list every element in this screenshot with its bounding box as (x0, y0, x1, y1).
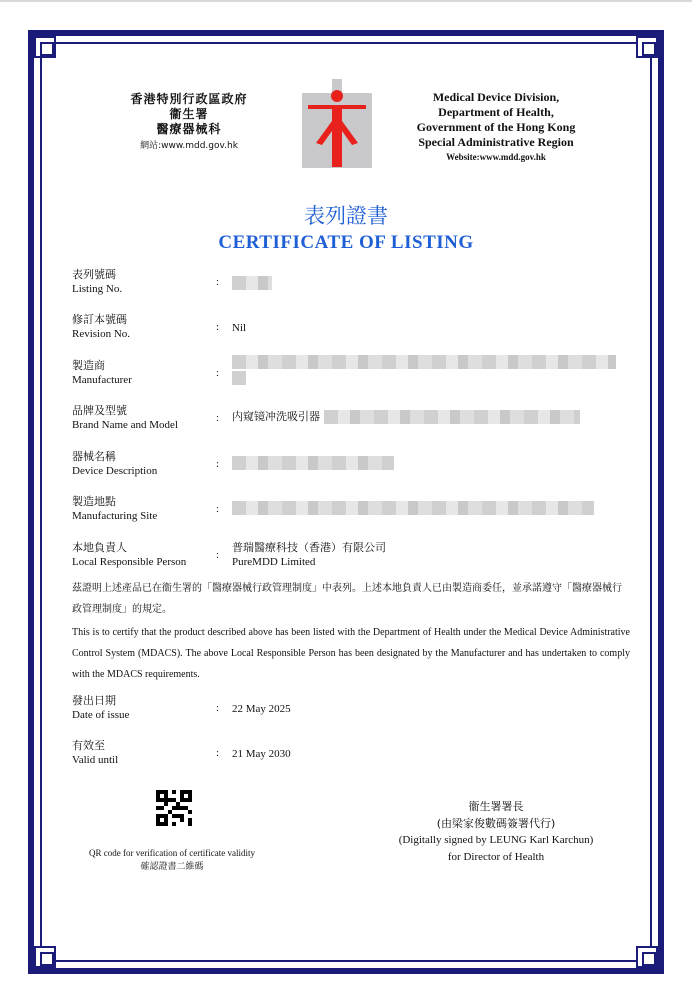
colon: : (216, 549, 220, 561)
qr-caption (72, 846, 272, 874)
manufacturer-value-redacted (232, 355, 616, 385)
redaction-block (324, 410, 580, 424)
header-cn-department: 衞生署 (169, 107, 209, 121)
certificate-title-chinese: 表列證書 (304, 204, 388, 228)
statement-english: This is to certify that the product described above has been listed with the Department of Health under the Medical Device Administrative Control System (MDACS). The above Local Responsible Person has been designated by the Manufacturer and has undertaken to comply with the MDACS requirements. (72, 627, 630, 680)
verification-qr-code[interactable] (156, 790, 192, 826)
field-manufacturer (72, 359, 632, 395)
signatory-title-en: for Director of Health (447, 851, 545, 863)
corner-ornament-top-right (636, 36, 658, 58)
date-of-issue-label-en: Date of issue (72, 709, 130, 721)
header-en-government: Government of the Hong Kong (416, 120, 576, 134)
colon: : (216, 321, 220, 333)
field-valid-until (72, 739, 632, 771)
lrp-label-cn: 本地負責人 (72, 541, 127, 554)
device-description-value-redacted (232, 456, 394, 470)
date-of-issue-value: 22 May 2025 (232, 703, 291, 715)
qr-caption-cn: 確認證書二維碼 (140, 862, 204, 872)
header-en-division: Medical Device Division, (432, 90, 560, 104)
certificate-title-english-text: CERTIFICATE OF LISTING (218, 232, 474, 253)
revision-no-label-cn: 修訂本號碼 (72, 313, 127, 326)
lrp-value (232, 541, 386, 569)
header-cn-government: 香港特別行政區政府 (130, 92, 248, 106)
colon: : (216, 503, 220, 515)
field-local-responsible-person (72, 541, 632, 573)
device-description-label-cn: 器械名稱 (72, 450, 116, 463)
field-revision-no (72, 313, 632, 345)
revision-no-value: Nil (232, 322, 247, 334)
redaction-block (232, 355, 616, 369)
header-chinese (104, 92, 274, 154)
redaction-block (232, 371, 246, 385)
signature-block (380, 798, 612, 866)
corner-ornament-bottom-left (34, 946, 56, 968)
corner-ornament-top-left (34, 36, 56, 58)
valid-until-value: 21 May 2030 (232, 748, 291, 760)
redaction-block (232, 276, 272, 290)
manufacturer-label-en: Manufacturer (72, 374, 132, 386)
redaction-block (232, 501, 594, 515)
date-of-issue-label-cn: 發出日期 (72, 694, 116, 707)
manufacturing-site-value-redacted (232, 501, 594, 515)
redaction-block (232, 456, 394, 470)
department-of-health-logo (302, 79, 372, 168)
lrp-name-cn: 普瑞醫療科技（香港）有限公司 (232, 541, 386, 554)
header-cn-website: 網站:www.mdd.gov.hk (140, 141, 238, 151)
field-brand-model (72, 404, 632, 436)
valid-until-label-cn: 有效至 (72, 739, 105, 752)
certificate-title-english (0, 232, 692, 254)
header-cn-division: 醫療器械科 (156, 122, 222, 136)
header-en-website: Website:www.mdd.gov.hk (446, 152, 546, 162)
top-divider (0, 0, 692, 2)
lrp-name-en: PureMDD Limited (232, 556, 316, 568)
colon: : (216, 367, 220, 379)
brand-model-value (232, 410, 580, 424)
colon: : (216, 702, 220, 714)
field-date-of-issue (72, 694, 632, 726)
colon: : (216, 747, 220, 759)
header-en-department: Department of Health, (438, 105, 554, 119)
colon: : (216, 412, 220, 424)
brand-model-label-en: Brand Name and Model (72, 419, 178, 431)
listing-no-label-cn: 表列號碼 (72, 268, 116, 281)
lrp-label-en: Local Responsible Person (72, 556, 187, 568)
revision-no-label-en: Revision No. (72, 328, 131, 340)
signatory-note-cn: (由梁家俊數碼簽署代行) (436, 817, 556, 830)
listing-no-value-redacted (232, 276, 272, 290)
statement-chinese: 茲證明上述產品已在衞生署的「醫療器械行政管理制度」中表列。上述本地負責人已由製造商委任，並承諾遵守「醫療器械行政管理制度」的規定。 (72, 583, 622, 615)
field-device-description (72, 450, 632, 482)
qr-caption-en: QR code for verification of certificate validity (89, 848, 255, 858)
brand-model-text: 内窥镜冲洗吸引器 (232, 410, 320, 423)
device-description-label-en: Device Description (72, 465, 158, 477)
header-english (405, 90, 587, 165)
manufacturing-site-label-cn: 製造地點 (72, 495, 116, 508)
colon: : (216, 458, 220, 470)
field-listing-no (72, 268, 632, 300)
listing-no-label-en: Listing No. (72, 283, 123, 295)
valid-until-label-en: Valid until (72, 754, 119, 766)
header-en-region: Special Administrative Region (418, 135, 574, 149)
brand-model-label-cn: 品牌及型號 (72, 404, 127, 417)
field-manufacturing-site (72, 495, 632, 527)
manufacturer-label-cn: 製造商 (72, 359, 105, 372)
signatory-note-en: (Digitally signed by LEUNG Karl Karchun) (398, 834, 594, 846)
colon: : (216, 276, 220, 288)
manufacturing-site-label-en: Manufacturing Site (72, 510, 158, 522)
signatory-title-cn: 衞生署署長 (468, 800, 524, 813)
corner-ornament-bottom-right (636, 946, 658, 968)
